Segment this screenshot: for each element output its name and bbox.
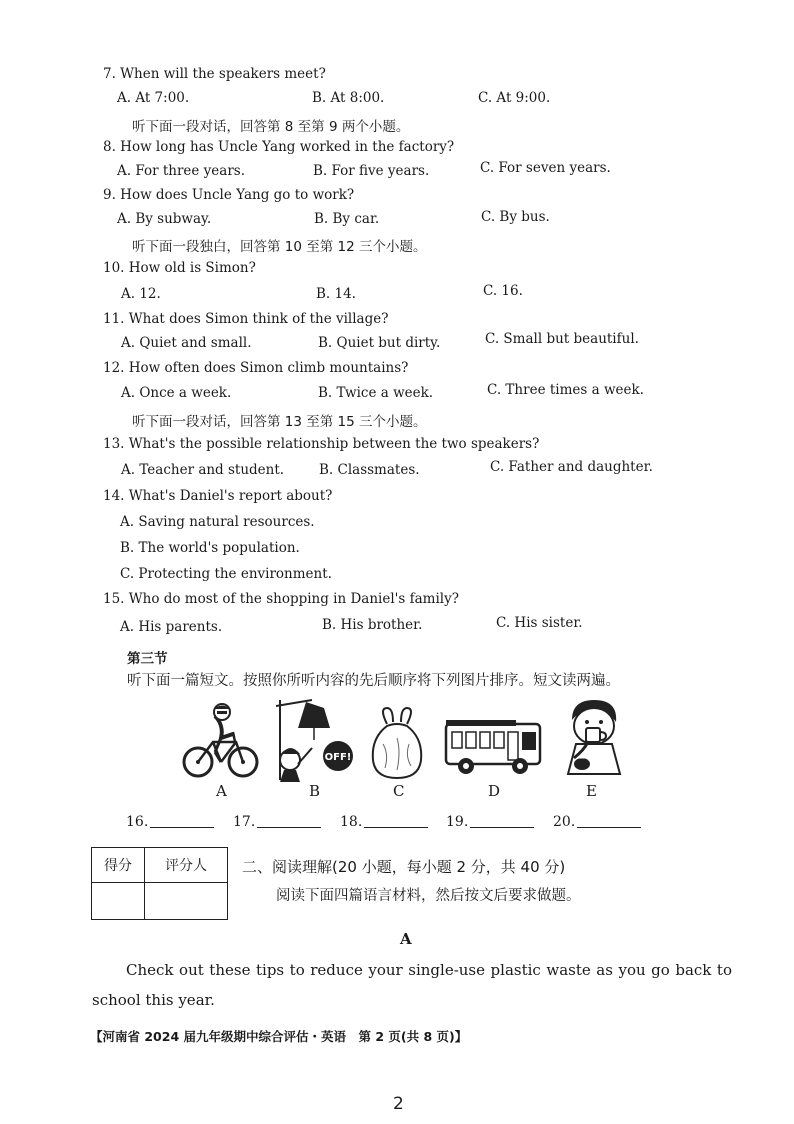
blank-line bbox=[577, 827, 641, 828]
question-14-stem: 14. What's Daniel's report about? bbox=[103, 488, 333, 504]
instruction-q8-9: 听下面一段对话，回答第 8 至第 9 两个小题。 bbox=[132, 119, 410, 135]
part-2-instruction: 阅读下面四篇语言材料，然后按文后要求做题。 bbox=[276, 888, 581, 904]
lamp-switch-off-icon bbox=[276, 698, 356, 784]
passage-a-text: Check out these tips to reduce your single-use plastic waste as you go back to school this year. bbox=[92, 961, 732, 1009]
picture-label-d: D bbox=[488, 782, 501, 800]
answer-blank-19[interactable] bbox=[446, 814, 534, 830]
question-9-option-a: A. By subway. bbox=[117, 211, 212, 227]
score-table bbox=[91, 847, 228, 920]
answer-blank-16[interactable] bbox=[126, 814, 214, 830]
boy-drinking-icon bbox=[562, 698, 626, 778]
section-3-heading: 第三节 bbox=[127, 651, 168, 667]
answer-blank-20[interactable] bbox=[553, 814, 641, 830]
question-14-option-c: C. Protecting the environment. bbox=[120, 566, 332, 582]
question-12-option-c: C. Three times a week. bbox=[487, 382, 644, 398]
blank-number: 19. bbox=[446, 814, 469, 830]
grader-cell[interactable] bbox=[145, 883, 228, 920]
question-15-option-a: A. His parents. bbox=[120, 619, 223, 635]
question-14-option-b: B. The world's population. bbox=[120, 540, 300, 556]
passage-a-title: A bbox=[400, 930, 412, 948]
question-10-option-c: C. 16. bbox=[483, 283, 523, 299]
blank-number: 17. bbox=[233, 814, 256, 830]
cyclist-icon bbox=[181, 702, 261, 782]
blank-number: 16. bbox=[126, 814, 149, 830]
question-11-stem: 11. What does Simon think of the village? bbox=[103, 311, 389, 327]
question-7-option-c: C. At 9:00. bbox=[478, 90, 551, 106]
question-15-option-c: C. His sister. bbox=[496, 615, 583, 631]
question-10-option-a: A. 12. bbox=[121, 286, 161, 302]
instruction-q10-12: 听下面一段独白，回答第 10 至第 12 三个小题。 bbox=[132, 239, 427, 255]
question-15-option-b: B. His brother. bbox=[322, 617, 423, 633]
blank-line bbox=[470, 827, 534, 828]
answer-blank-17[interactable] bbox=[233, 814, 321, 830]
question-9-option-b: B. By car. bbox=[314, 211, 380, 227]
section-3-instruction: 听下面一篇短文。按照你所听内容的先后顺序将下列图片排序。短文读两遍。 bbox=[127, 673, 620, 689]
question-10-stem: 10. How old is Simon? bbox=[103, 260, 256, 276]
question-11-option-b: B. Quiet but dirty. bbox=[318, 335, 441, 351]
grader-header: 评分人 bbox=[145, 848, 228, 883]
garbage-bag-icon bbox=[369, 704, 425, 780]
bus-icon bbox=[444, 720, 544, 778]
question-12-stem: 12. How often does Simon climb mountains? bbox=[103, 360, 409, 376]
question-11-option-c: C. Small but beautiful. bbox=[485, 331, 639, 347]
question-8-option-b: B. For five years. bbox=[313, 163, 430, 179]
instruction-q13-15: 听下面一段对话，回答第 13 至第 15 三个小题。 bbox=[132, 414, 427, 430]
question-7-option-a: A. At 7:00. bbox=[117, 90, 190, 106]
question-12-option-a: A. Once a week. bbox=[121, 385, 232, 401]
question-11-option-a: A. Quiet and small. bbox=[121, 335, 252, 351]
question-14-option-a: A. Saving natural resources. bbox=[120, 514, 315, 530]
picture-label-a: A bbox=[216, 782, 227, 800]
answer-blank-18[interactable] bbox=[340, 814, 428, 830]
blank-line bbox=[150, 827, 214, 828]
question-10-option-b: B. 14. bbox=[316, 286, 356, 302]
question-9-stem: 9. How does Uncle Yang go to work? bbox=[103, 187, 355, 203]
blank-number: 20. bbox=[553, 814, 576, 830]
score-header: 得分 bbox=[92, 848, 145, 883]
question-13-option-c: C. Father and daughter. bbox=[490, 459, 653, 475]
question-7-stem: 7. When will the speakers meet? bbox=[103, 66, 326, 82]
question-7-option-b: B. At 8:00. bbox=[312, 90, 385, 106]
off-sign-text: OFF! bbox=[324, 752, 352, 763]
question-8-option-c: C. For seven years. bbox=[480, 160, 611, 176]
question-12-option-b: B. Twice a week. bbox=[318, 385, 434, 401]
question-8-option-a: A. For three years. bbox=[117, 163, 246, 179]
question-13-stem: 13. What's the possible relationship between the two speakers? bbox=[103, 436, 540, 452]
picture-label-e: E bbox=[586, 782, 597, 800]
question-15-stem: 15. Who do most of the shopping in Daniel's family? bbox=[103, 591, 459, 607]
blank-number: 18. bbox=[340, 814, 363, 830]
blank-line bbox=[364, 827, 428, 828]
question-8-stem: 8. How long has Uncle Yang worked in the factory? bbox=[103, 139, 455, 155]
picture-label-c: C bbox=[393, 782, 405, 800]
question-9-option-c: C. By bus. bbox=[481, 209, 550, 225]
picture-label-b: B bbox=[309, 782, 321, 800]
blank-line bbox=[257, 827, 321, 828]
part-2-title: 二、阅读理解(20 小题，每小题 2 分，共 40 分) bbox=[242, 858, 566, 876]
page-footer: 【河南省 2024 届九年级期中综合评估・英语 第 2 页(共 8 页)】 bbox=[90, 1029, 468, 1044]
question-13-option-b: B. Classmates. bbox=[319, 462, 420, 478]
page-number: 2 bbox=[393, 1094, 404, 1114]
score-cell[interactable] bbox=[92, 883, 145, 920]
question-13-option-a: A. Teacher and student. bbox=[121, 462, 285, 478]
